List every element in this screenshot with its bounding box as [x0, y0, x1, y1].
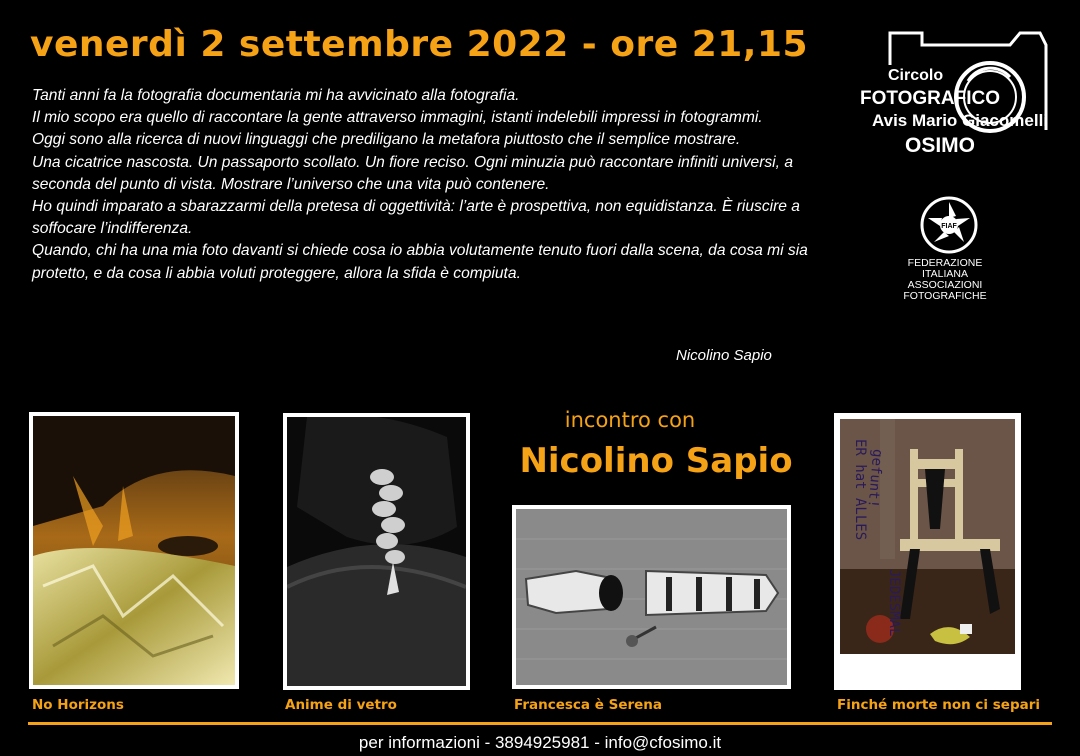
- portrait-photo-icon: [33, 416, 235, 685]
- intro-paragraph: Oggi sono alla ricerca di nuovi linguaggi che prediligano la metafora piuttosto che il semplice mostrare.: [32, 131, 741, 149]
- handwriting-line: JEDESMAL: [886, 569, 902, 637]
- photo-caption: Finché morte non ci separi: [837, 697, 1041, 713]
- meeting-label: incontro con: [564, 408, 696, 432]
- intro-text: [32, 85, 812, 285]
- braces-photo-icon: [516, 509, 787, 685]
- fiaf-name: [860, 258, 1030, 302]
- braid-photo-icon: [287, 417, 466, 686]
- footer-divider: [28, 722, 1052, 725]
- photo-anime-di-vetro: [283, 413, 470, 690]
- footer-contact: per informazioni - 3894925981 - info@cfosimo.it: [358, 733, 722, 752]
- photo-caption: Anime di vetro: [285, 697, 397, 713]
- club-name-line1: Circolo: [888, 67, 944, 84]
- club-name-line4: OSIMO: [904, 134, 975, 157]
- fiaf-line: FOTOGRAFICHE: [903, 290, 987, 302]
- handwriting-line: gefunt!: [864, 448, 886, 509]
- fiaf-line: FEDERAZIONE: [907, 257, 983, 269]
- photo-francesca-e-serena: [512, 505, 791, 689]
- intro-paragraph: Una cicatrice nascosta. Un passaporto scollato. Un fiore reciso. Ogni minuzia può raccontare infiniti universi, a seconda del punto di vista. Mostrare l’universo che una vita può contenere.: [32, 153, 793, 193]
- intro-paragraph: Il mio scopo era quello di raccontare la gente attraverso immagini, istanti indelebili impressi in fotogrammi.: [32, 109, 763, 127]
- author-signature: Nicolino Sapio: [676, 347, 772, 364]
- handwritten-note: [850, 421, 902, 651]
- event-headline: venerdì 2 settembre 2022 - ore 21,15: [30, 24, 809, 65]
- fiaf-badge-label: FIAF: [941, 223, 957, 230]
- handwriting-line: ER hat ALLES: [852, 439, 868, 541]
- fiaf-line: ITALIANA: [922, 268, 968, 280]
- intro-paragraph: Quando, chi ha una mia foto davanti si chiede cosa io abbia volutamente tenuto fuori dalla scena, da cosa mi sia protetto, e da cosa li abbia voluti proteggere, allora la sfida è compiuta.: [32, 242, 808, 282]
- photo-finche-morte: [834, 413, 1021, 690]
- photo-no-horizons: [29, 412, 239, 689]
- fiaf-aperture-icon: [920, 196, 978, 254]
- fiaf-line: ASSOCIAZIONI: [907, 279, 983, 291]
- intro-paragraph: Tanti anni fa la fotografia documentaria mi ha avvicinato alla fotografia.: [32, 87, 520, 104]
- intro-paragraph: Ho quindi imparato a sbarazzarmi della pretesa di oggettività: l’arte è prospettiva, non equidistanza. È riuscire a soffocare l’indifferenza.: [32, 198, 800, 238]
- club-name-line2: FOTOGRAFICO: [859, 88, 1001, 109]
- club-logo: [860, 25, 1060, 165]
- speaker-name: Nicolino Sapio: [519, 441, 793, 481]
- photo-caption: Francesca è Serena: [514, 697, 663, 713]
- photo-caption: No Horizons: [32, 697, 124, 713]
- club-name-line3: Avis Mario Giacomelli: [871, 111, 1049, 130]
